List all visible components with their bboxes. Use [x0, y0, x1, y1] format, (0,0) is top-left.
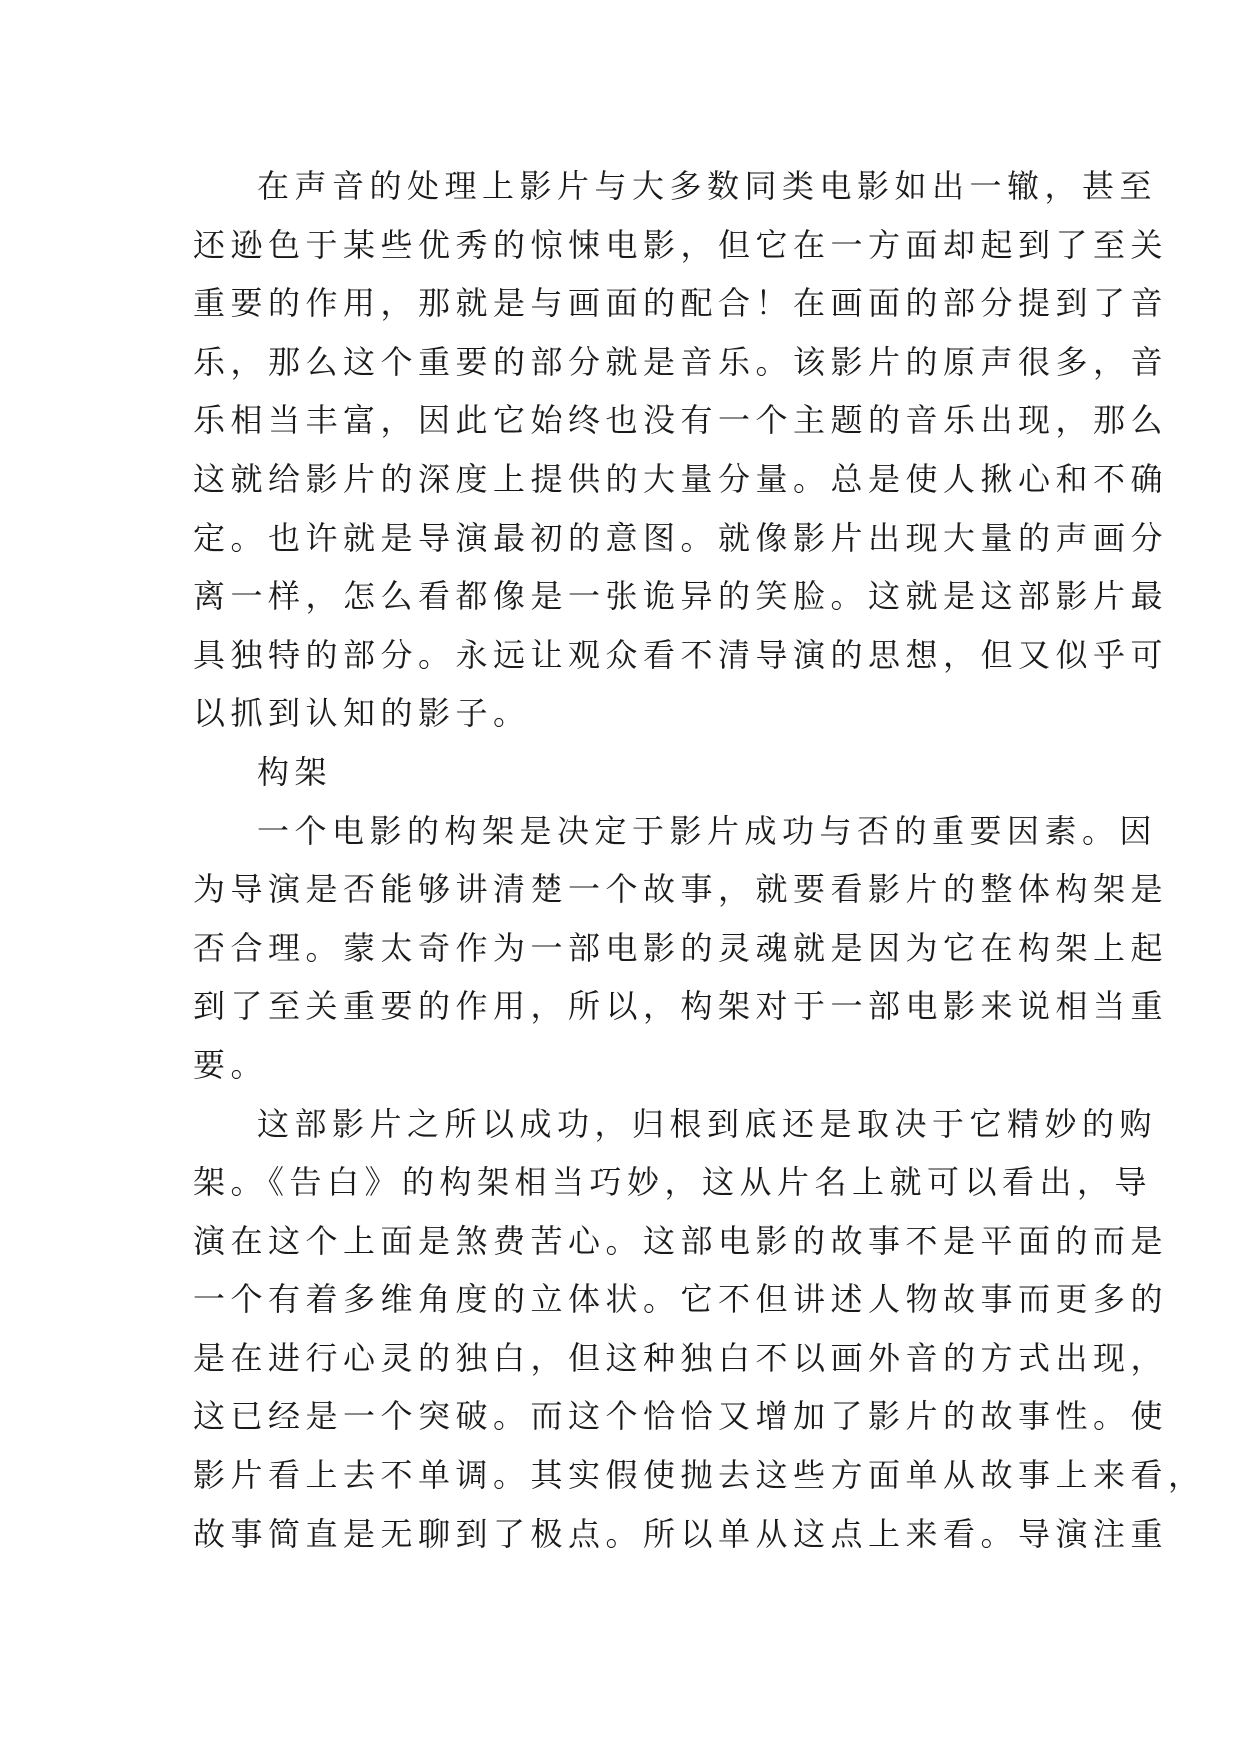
- text-line: 离一样，怎么看都像是一张诡异的笑脸。这就是这部影片最: [193, 577, 1169, 616]
- text-line: 这就给影片的深度上提供的大量分量。总是使人揪心和不确: [193, 459, 1169, 498]
- text-line: 否合理。蒙太奇作为一部电影的灵魂就是因为它在构架上起: [193, 928, 1169, 967]
- text-line: 这部影片之所以成功，归根到底还是取决于它精妙的购: [257, 1104, 1158, 1143]
- text-line: 故事简直是无聊到了极点。所以单从这点上来看。导演注重: [193, 1514, 1169, 1553]
- text-line: 演在这个上面是煞费苦心。这部电影的故事不是平面的而是: [193, 1221, 1169, 1260]
- text-line: 定。也许就是导演最初的意图。就像影片出现大量的声画分: [193, 518, 1169, 557]
- text-line: 是在进行心灵的独白，但这种独白不以画外音的方式出现，: [193, 1338, 1169, 1377]
- text-line: 一个有着多维角度的立体状。它不但讲述人物故事而更多的: [193, 1280, 1169, 1319]
- text-line: 在声音的处理上影片与大多数同类电影如出一辙，甚至: [257, 167, 1158, 205]
- text-line: 构架: [257, 752, 333, 791]
- text-line: 还逊色于某些优秀的惊悚电影，但它在一方面却起到了至关: [193, 225, 1169, 264]
- text-line: 以抓到认知的影子。: [193, 694, 531, 733]
- text-line: 架。《告白》的构架相当巧妙，这从片名上就可以看出，导: [193, 1163, 1153, 1202]
- text-line: 影片看上去不单调。其实假使抛去这些方面单从故事上来看，: [193, 1456, 1206, 1495]
- text-line: 一个电影的构架是决定于影片成功与否的重要因素。因: [257, 811, 1158, 850]
- text-line: 要。: [193, 1045, 269, 1084]
- text-line: 到了至关重要的作用，所以，构架对于一部电影来说相当重: [193, 987, 1169, 1026]
- text-line: 乐，那么这个重要的部分就是音乐。该影片的原声很多，音: [193, 342, 1169, 381]
- text-line: 具独特的部分。永远让观众看不清导演的思想，但又似乎可: [193, 635, 1169, 674]
- text-line: 为导演是否能够讲清楚一个故事，就要看影片的整体构架是: [193, 870, 1169, 909]
- text-line: 乐相当丰富，因此它始终也没有一个主题的音乐出现，那么: [193, 401, 1169, 440]
- document-body: [193, 157, 1206, 1563]
- text-line: 这已经是一个突破。而这个恰恰又增加了影片的故事性。使: [193, 1397, 1169, 1436]
- text-line: 重要的作用，那就是与画面的配合！在画面的部分提到了音: [193, 284, 1169, 323]
